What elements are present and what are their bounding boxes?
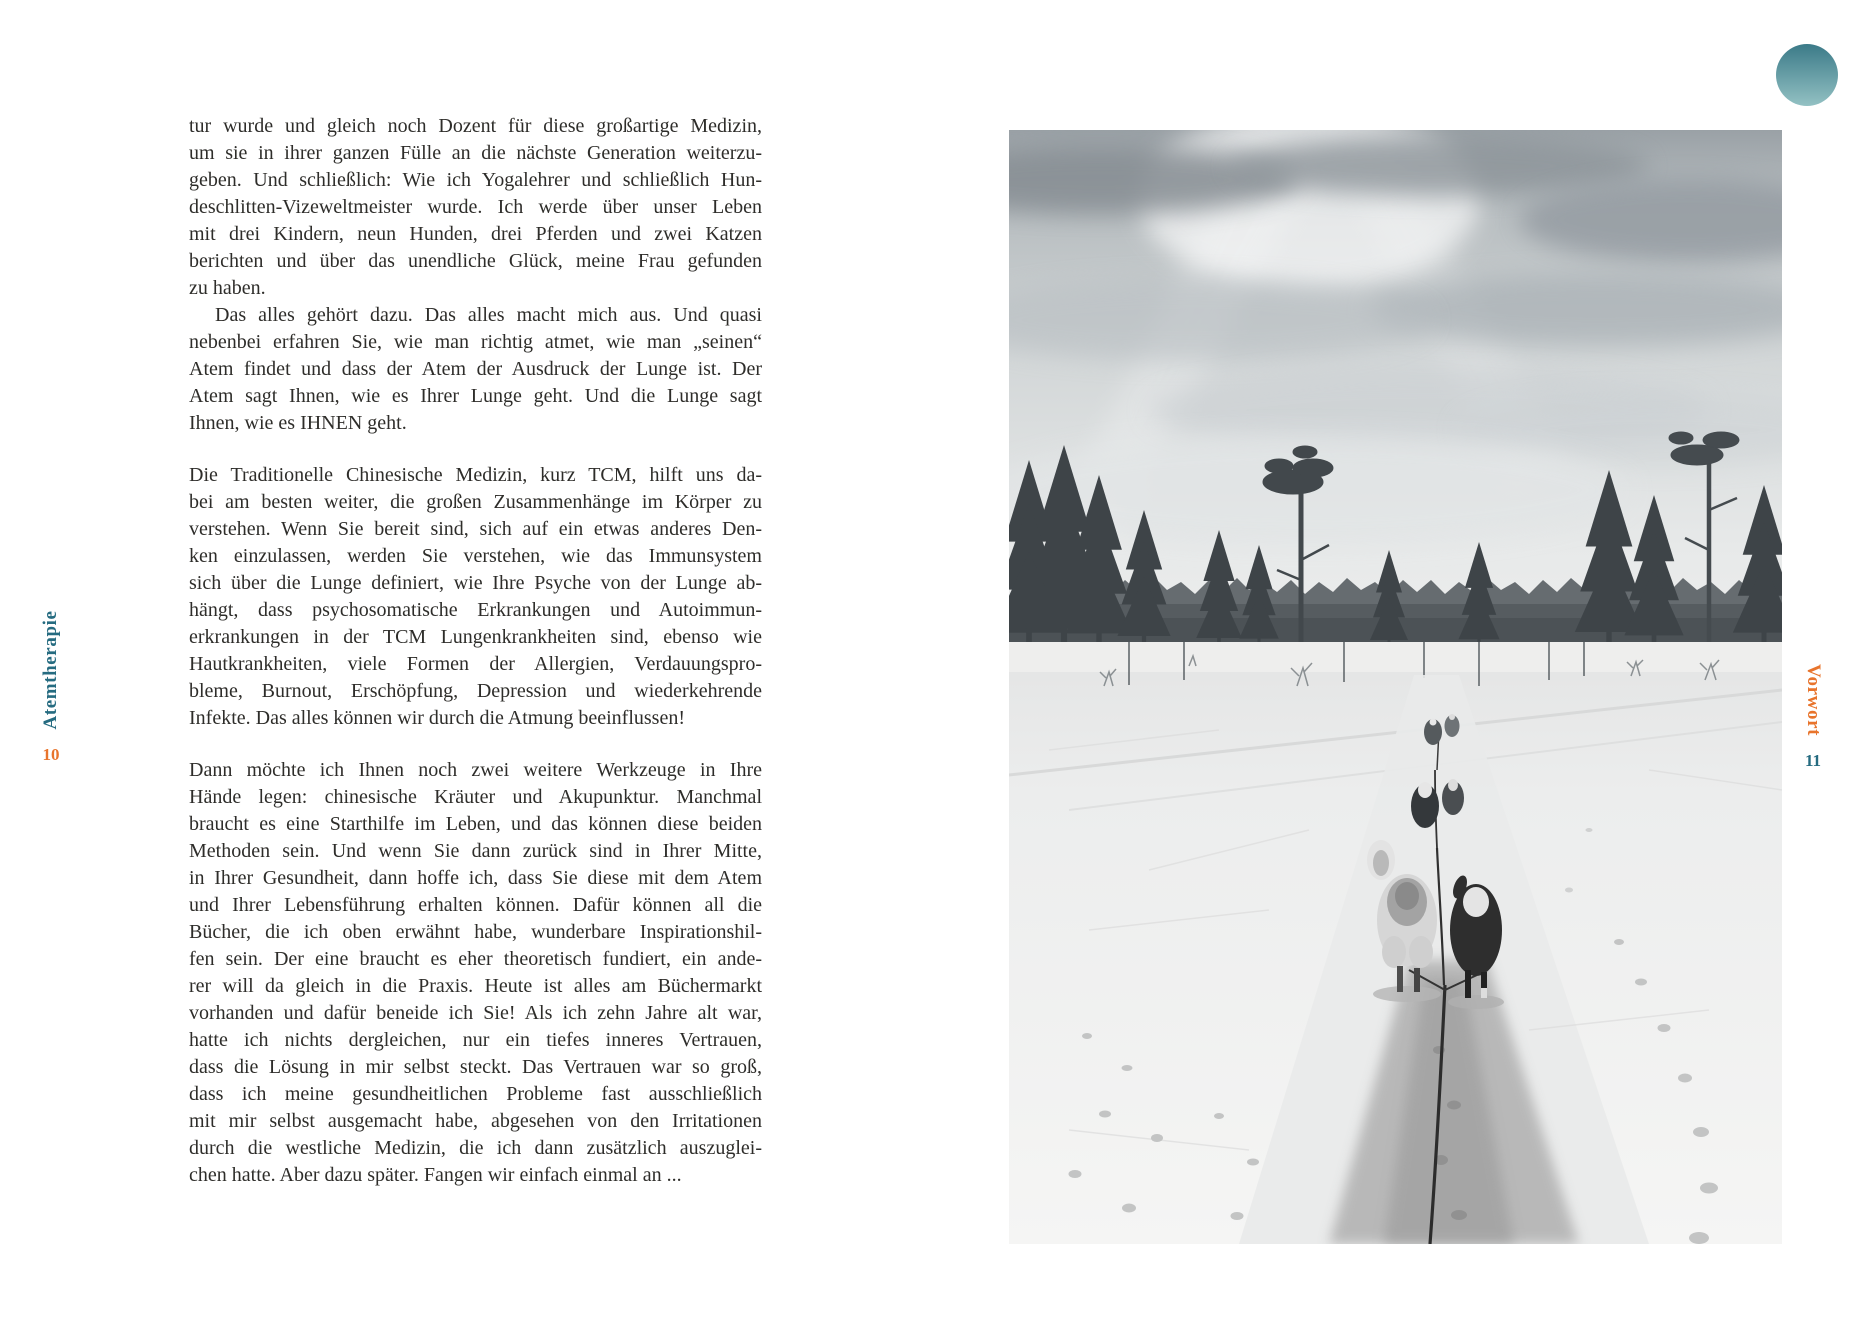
text-line: bleme, Burnout, Erschöpfung, Depression und wiederkehrende	[189, 680, 762, 702]
left-margin-label: Atemtherapie	[40, 610, 61, 730]
text-line: hängt, dass psychosomatische Erkrankungen und Autoimmun-	[189, 599, 762, 621]
text-line: Methoden sein. Und wenn Sie dann zurück sind in Ihrer Mitte,	[189, 840, 762, 862]
text-line: dass ich meine gesundheitlichen Probleme fast ausschließlich	[189, 1083, 762, 1105]
right-margin-label: Vorwort	[1803, 663, 1824, 737]
text-line: rer will da gleich in die Praxis. Heute ist alles am Büchermarkt	[189, 975, 762, 997]
paragraph	[189, 462, 762, 732]
text-line: Atem sagt Ihnen, wie es Ihrer Lunge geht. Und die Lunge sagt	[189, 385, 762, 407]
text-line: chen hatte. Aber dazu später. Fangen wir einfach einmal an ...	[189, 1164, 682, 1186]
text-line: durch die westliche Medizin, die ich dann zusätzlich auszuglei-	[189, 1137, 762, 1159]
text-line: geben. Und schließlich: Wie ich Yogalehrer und schließlich Hun-	[189, 169, 762, 191]
text-line: vorhanden und dafür beneide ich Sie! Als ich zehn Jahre alt war,	[189, 1002, 762, 1024]
text-line: Hautkrankheiten, viele Formen der Allergien, Verdauungspro-	[189, 653, 762, 675]
sled-dog-photo	[1009, 130, 1782, 1244]
paragraph	[189, 302, 762, 437]
paragraph	[189, 757, 762, 1189]
text-line: hatte ich nichts dergleichen, nur ein tiefes inneres Vertrauen,	[189, 1029, 762, 1051]
text-line: Das alles gehört dazu. Das alles macht mich aus. Und quasi	[215, 304, 762, 326]
text-line: berichten und über das unendliche Glück, meine Frau gefunden	[189, 250, 762, 272]
text-line: mit mir selbst ausgemacht habe, abgesehen von den Irritationen	[189, 1110, 762, 1132]
text-line: und Ihrer Lebensführung erhalten können. Dafür können all die	[189, 894, 762, 916]
text-line: Dann möchte ich Ihnen noch zwei weitere Werkzeuge in Ihre	[189, 759, 762, 781]
text-line: zu haben.	[189, 277, 266, 299]
text-line: um sie in ihrer ganzen Fülle an die nächste Generation weiterzu-	[189, 142, 762, 164]
text-line: nebenbei erfahren Sie, wie man richtig atmet, wie man „seinen“	[189, 331, 762, 353]
text-line: mit drei Kindern, neun Hunden, drei Pferden und zwei Katzen	[189, 223, 762, 245]
text-line: fen sein. Der eine braucht es eher theoretisch fundiert, ein ande-	[189, 948, 762, 970]
left-page-number: 10	[42, 745, 60, 764]
text-line: erkrankungen in der TCM Lungenkrankheiten sind, ebenso wie	[189, 626, 762, 648]
paragraph	[189, 113, 762, 302]
text-line: Die Traditionelle Chinesische Medizin, kurz TCM, hilft uns da-	[189, 464, 762, 486]
text-line: Bücher, die ich oben erwähnt habe, wunderbare Inspirationshil-	[189, 921, 762, 943]
text-line: verstehen. Wenn Sie bereit sind, sich auf ein etwas anderes Den-	[189, 518, 762, 540]
text-line: Infekte. Das alles können wir durch die Atmung beeinflussen!	[189, 707, 685, 729]
text-line: Ihnen, wie es IHNEN geht.	[189, 412, 407, 434]
text-line: Atem findet und dass der Atem der Ausdruck der Lunge ist. Der	[189, 358, 762, 380]
text-line: Hände legen: chinesische Kräuter und Akupunktur. Manchmal	[189, 786, 762, 808]
text-line: bei am besten weiter, die großen Zusammenhänge im Körper zu	[189, 491, 762, 513]
text-line: in Ihrer Gesundheit, dann hoffe ich, dass Sie diese mit dem Atem	[189, 867, 762, 889]
text-line: ken einzulassen, werden Sie verstehen, wie das Immunsystem	[189, 545, 762, 567]
text-line: braucht es eine Starthilfe im Leben, und das können diese beiden	[189, 813, 762, 835]
text-line: deschlitten-Vizeweltmeister wurde. Ich werde über unser Leben	[189, 196, 762, 218]
body-text	[189, 113, 762, 1189]
text-line: sich über die Lunge definiert, wie Ihre Psyche von der Lunge ab-	[189, 572, 762, 594]
right-page-number: 11	[1804, 751, 1822, 770]
text-line: dass die Lösung in mir selbst steckt. Das Vertrauen war so groß,	[189, 1056, 762, 1078]
text-line: tur wurde und gleich noch Dozent für diese großartige Medizin,	[189, 115, 762, 137]
teal-circle-decoration	[1776, 44, 1838, 106]
